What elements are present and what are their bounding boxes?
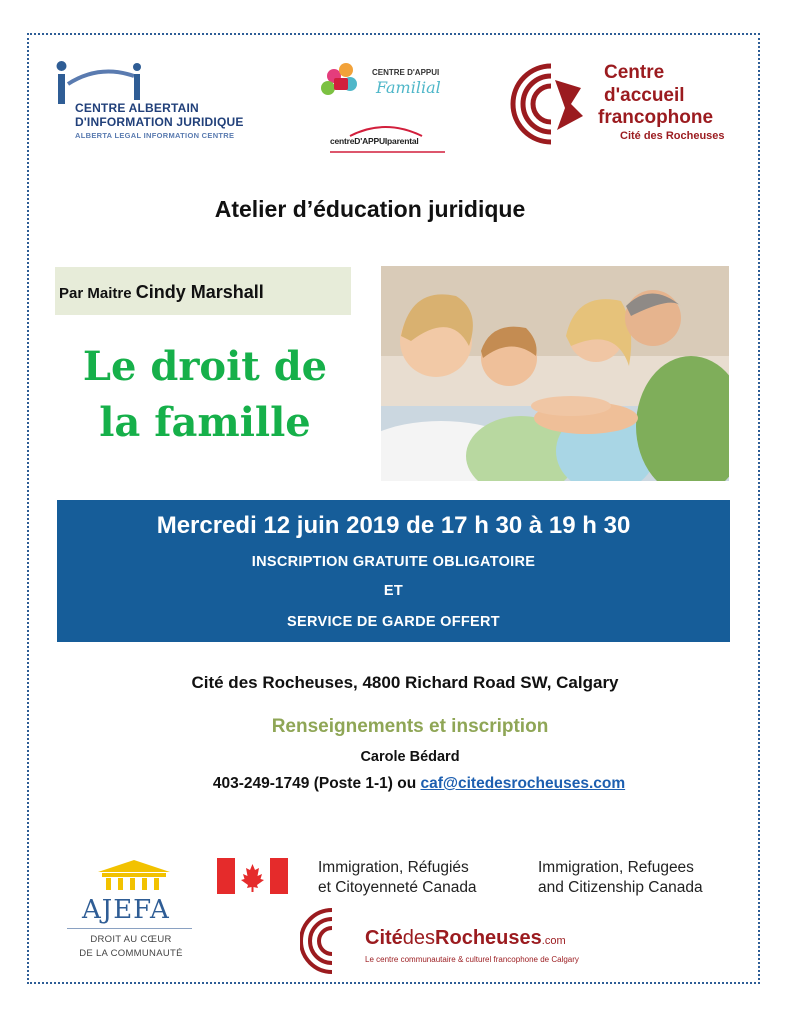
cap-text: centreD'APPUIparental — [330, 136, 419, 146]
ajefa-tagline-line1: DROIT AU CŒUR — [90, 934, 172, 945]
contact-email-link[interactable]: caf@citedesrocheuses.com — [420, 775, 626, 792]
cdr-footer-name-d: .com — [541, 935, 566, 947]
caf-script: Familial — [376, 78, 441, 97]
ircc-french-line1: Immigration, Réfugiés — [318, 859, 469, 876]
cai-name-line2: D'INFORMATION JURIDIQUE — [75, 115, 244, 129]
info-heading: Renseignements et inscription — [271, 716, 549, 737]
event-date: Mercredi 12 juin 2019 de 17 h 30 à 19 h 30 — [156, 512, 631, 539]
presenter-name: Cindy Marshall — [135, 282, 264, 302]
ircc-french-line2: et Citoyenneté Canada — [318, 879, 477, 896]
cdr-logo-mark — [505, 60, 597, 148]
ircc-french — [318, 858, 477, 898]
banner-line2: ET — [383, 583, 404, 599]
ajefa-name: AJEFA — [82, 895, 170, 925]
cdr-footer-name — [365, 927, 566, 950]
ajefa-divider — [67, 928, 192, 929]
banner-line3: SERVICE DE GARDE OFFERT — [287, 614, 500, 630]
ircc-english-line1: Immigration, Refugees — [538, 859, 694, 876]
cdr-footer-name-b: des — [402, 927, 436, 949]
ircc-english — [538, 858, 703, 898]
title-line2: la famille — [99, 399, 311, 446]
family-photo — [381, 266, 729, 481]
contact-line — [0, 775, 791, 793]
cdr-logo-line4: Cité des Rocheuses — [620, 130, 725, 142]
cai-subtitle: ALBERTA LEGAL INFORMATION CENTRE — [75, 131, 235, 140]
cdr-logo-line1: Centre — [604, 62, 665, 83]
presenter-prefix: Par Maitre — [59, 285, 136, 302]
contact-phone: 403-249-1749 (Poste 1-1) ou — [212, 775, 421, 792]
canada-flag-icon — [217, 858, 288, 894]
presenter — [59, 282, 264, 303]
cai-name-line1: CENTRE ALBERTAIN — [75, 101, 199, 115]
ajefa-tagline-line2: DE LA COMMUNAUTÉ — [79, 948, 183, 959]
ircc-english-line2: and Citizenship Canada — [538, 879, 703, 896]
cai-name — [75, 101, 275, 129]
caf-title: CENTRE D'APPUI — [372, 68, 440, 77]
cdr-footer-tagline: Le centre communautaire & culturel francophone de Calgary — [365, 955, 579, 964]
contact-name: Carole Bédard — [360, 749, 460, 765]
banner-line1: INSCRIPTION GRATUITE OBLIGATOIRE — [251, 554, 536, 570]
title-line1: Le droit de — [82, 343, 328, 390]
workshop-heading: Atelier d’éducation juridique — [214, 196, 526, 222]
cdr-logo-line3: francophone — [598, 107, 714, 128]
cdr-logo-line2: d'accueil — [604, 85, 685, 106]
cdr-footer-name-c: Rocheuses — [435, 927, 542, 949]
cdr-footer-logo-mark — [300, 906, 362, 976]
cdr-footer-name-a: Cité — [365, 927, 403, 949]
event-address: Cité des Rocheuses, 4800 Richard Road SW, Calgary — [191, 673, 619, 692]
